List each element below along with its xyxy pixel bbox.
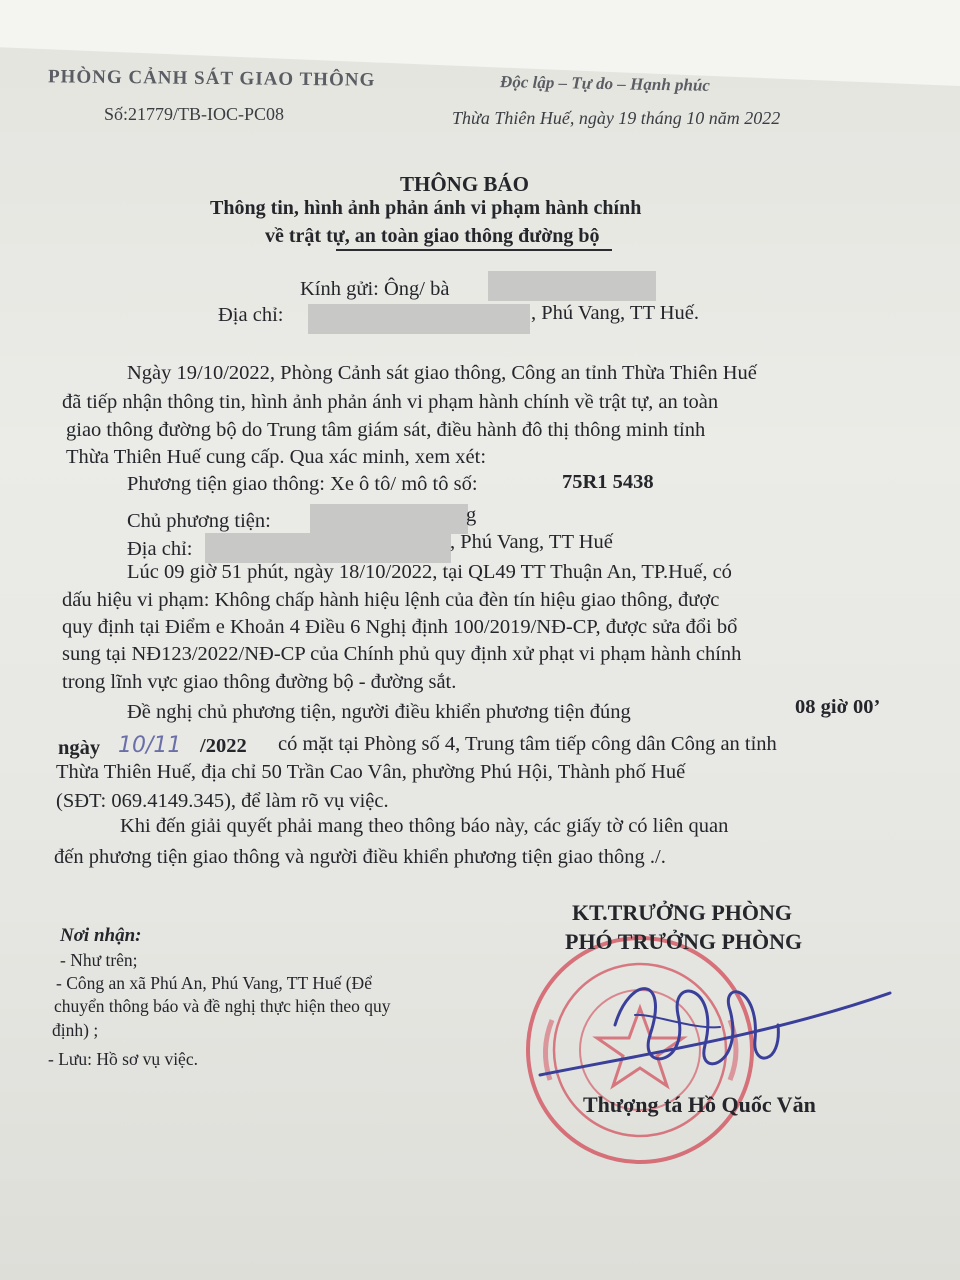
redacted-name: [488, 271, 656, 301]
document-title: THÔNG BÁO: [400, 172, 529, 196]
signature-title-2: PHÓ TRƯỞNG PHÒNG: [565, 929, 803, 954]
appointment-day-label: ngày: [58, 737, 101, 759]
para3-line4: (SĐT: 069.4149.345), để làm rõ vụ việc.: [56, 790, 389, 812]
vehicle-label: Phương tiện giao thông: Xe ô tô/ mô tô số:: [127, 473, 478, 495]
redacted-address: [308, 304, 530, 334]
recipients-title: Nơi nhận:: [60, 925, 142, 946]
para2-line4: sung tại NĐ123/2022/NĐ-CP của Chính phủ quy định xử phạt vi phạm hành chính: [62, 643, 742, 665]
appointment-year: /2022: [200, 735, 247, 757]
para1-line3: giao thông đường bộ do Trung tâm giám sát, điều hành đô thị thông minh tỉnh: [66, 419, 706, 441]
vehicle-plate: 75R1 5438: [562, 471, 654, 493]
owner-address-label: Địa chỉ:: [127, 538, 193, 560]
para2-line1: Lúc 09 giờ 51 phút, ngày 18/10/2022, tại QL49 TT Thuận An, TP.Huế, có: [127, 561, 732, 583]
appointment-time: 08 giờ 00’: [795, 696, 881, 718]
para2-line3: quy định tại Điểm e Khoản 4 Điều 6 Nghị định 100/2019/NĐ-CP, được sửa đổi bổ: [62, 616, 738, 638]
para4-line2: đến phương tiện giao thông và người điều khiển phương tiện giao thông ./.: [54, 846, 666, 868]
address-label: Địa chỉ:: [218, 304, 284, 326]
agency-header: PHÒNG CẢNH SÁT GIAO THÔNG: [47, 66, 376, 91]
para2-line5: trong lĩnh vực giao thông đường bộ - đường sắt.: [62, 671, 457, 693]
handwritten-signature: [520, 955, 910, 1095]
owner-label: Chủ phương tiện:: [127, 510, 271, 532]
owner-tail: g: [466, 504, 477, 526]
para1-line4: Thừa Thiên Huế cung cấp. Qua xác minh, xem xét:: [66, 446, 487, 468]
addressee-label: Kính gửi: Ông/ bà: [300, 278, 450, 300]
recipient-1: - Như trên;: [60, 950, 138, 970]
para3-line3: Thừa Thiên Huế, địa chỉ 50 Trần Cao Vân, phường Phú Hội, Thành phố Huế: [56, 761, 686, 783]
para1-line2: đã tiếp nhận thông tin, hình ảnh phản ánh vi phạm hành chính về trật tự, an toàn: [62, 391, 719, 413]
recipient-2a: - Công an xã Phú An, Phú Vang, TT Huế (Để: [56, 973, 372, 993]
recipient-2b: chuyển thông báo và đề nghị thực hiện theo quy: [54, 996, 391, 1016]
para3-line1: Đề nghị chủ phương tiện, người điều khiển phương tiện đúng: [127, 701, 631, 723]
recipient-3: - Lưu: Hồ sơ vụ việc.: [48, 1049, 198, 1069]
para4-line1: Khi đến giải quyết phải mang theo thông báo này, các giấy tờ có liên quan: [120, 815, 729, 837]
recipient-2c: định) ;: [52, 1020, 99, 1040]
address-suffix: , Phú Vang, TT Huế.: [531, 302, 699, 324]
para2-line2: dấu hiệu vi phạm: Không chấp hành hiệu lệnh của đèn tín hiệu giao thông, được: [62, 589, 720, 611]
redacted-owner: [310, 504, 468, 534]
subtitle-line-2: về trật tự, an toàn giao thông đường bộ: [265, 225, 600, 247]
signature-title-1: KT.TRƯỞNG PHÒNG: [572, 900, 792, 925]
para1-line1: Ngày 19/10/2022, Phòng Cảnh sát giao thông, Công an tỉnh Thừa Thiên Huế: [127, 362, 757, 384]
signer-name: Thượng tá Hồ Quốc Văn: [583, 1092, 816, 1117]
handwritten-date: 10/11: [118, 733, 182, 758]
title-underline: [336, 249, 612, 251]
para3-line2: có mặt tại Phòng số 4, Trung tâm tiếp công dân Công an tỉnh: [278, 733, 777, 755]
redacted-owner-address: [205, 533, 451, 563]
owner-address-suffix: , Phú Vang, TT Huế: [450, 531, 613, 553]
motto-header: Độc lập – Tự do – Hạnh phúc: [499, 72, 711, 95]
document-number: Số:21779/TB-IOC-PC08: [104, 104, 285, 124]
subtitle-line-1: Thông tin, hình ảnh phản ánh vi phạm hành chính: [210, 197, 642, 219]
place-date: Thừa Thiên Huế, ngày 19 tháng 10 năm 2022: [452, 108, 781, 128]
